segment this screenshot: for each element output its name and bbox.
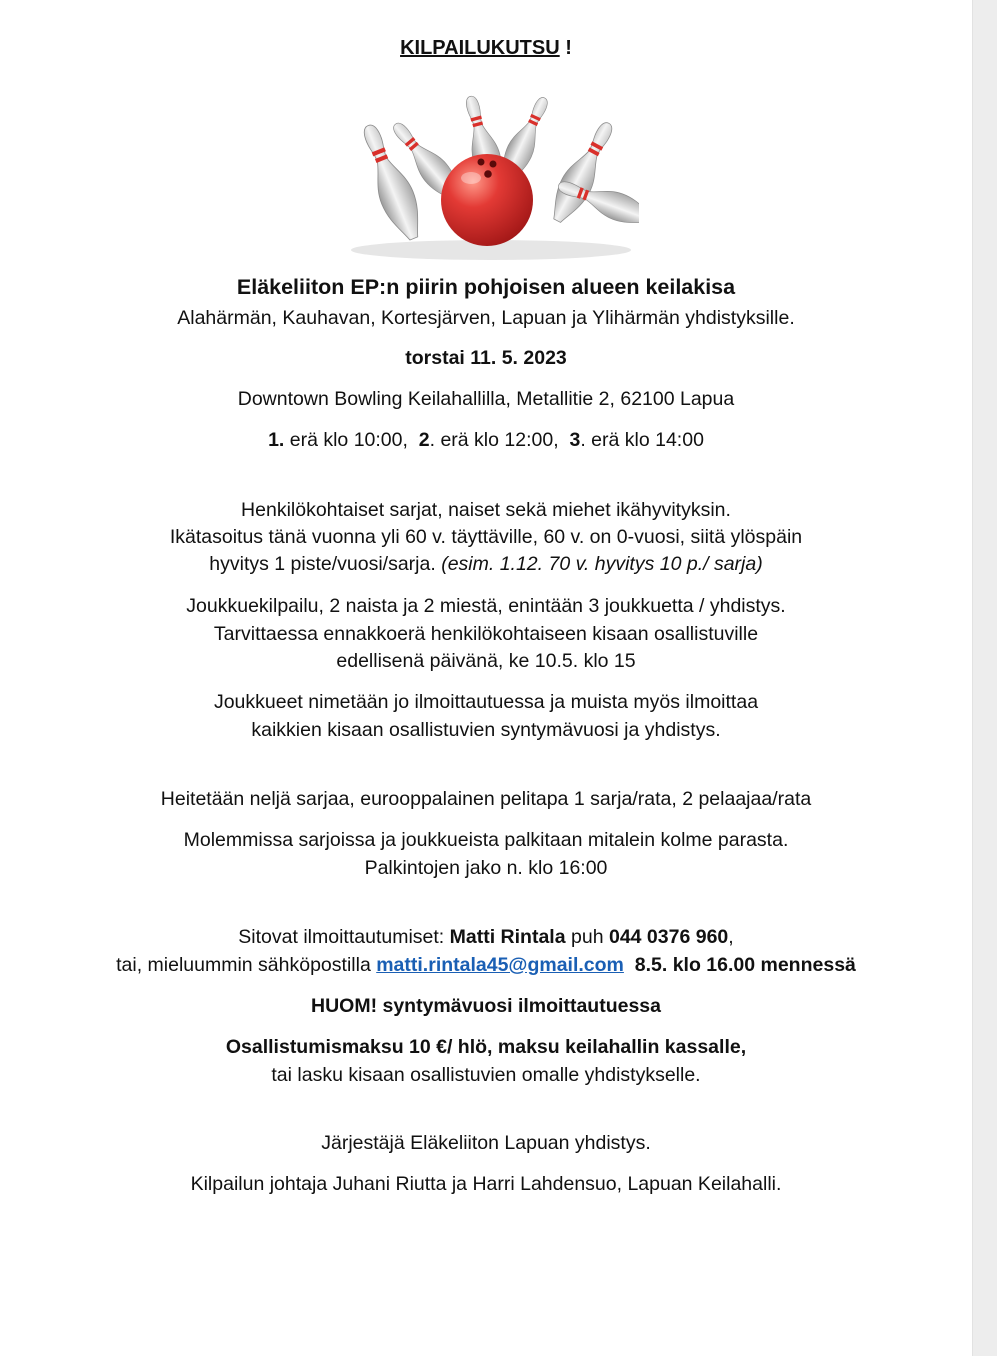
scrollbar-gutter[interactable] (972, 0, 997, 1356)
naming-line-1: Joukkueet nimetään jo ilmoittautuessa ja muista myös ilmoittaa (213, 691, 759, 713)
individual-line-2: Ikätasoitus tänä vuonna yli 60 v. täyttäville, 60 v. on 0-vuosi, siitä ylöspäin (169, 526, 803, 548)
awards-line-2: Palkintojen jako n. klo 16:00 (364, 857, 608, 879)
team-line-2: Tarvittaessa ennakkoerä henkilökohtaiseen kisaan osallistuville (213, 623, 759, 645)
email-link[interactable]: matti.rintala45@gmail.com (376, 954, 624, 976)
event-date: torstai 11. 5. 2023 (405, 347, 567, 369)
competition-leaders: Kilpailun johtaja Juhani Riutta ja Harri Lahdensuo, Lapuan Keilahalli. (190, 1173, 782, 1195)
event-venue: Downtown Bowling Keilahallilla, Metallitie 2, 62100 Lapua (237, 388, 735, 410)
bowling-pins-and-ball-image (343, 82, 639, 262)
fee-line-2: tai lasku kisaan osallistuvien omalle yhdistykselle. (271, 1064, 701, 1086)
note: HUOM! syntymävuosi ilmoittautuessa (311, 995, 661, 1017)
awards-line-1: Molemmissa sarjoissa ja joukkueista palkitaan mitalein kolme parasta. (183, 829, 789, 851)
event-heading: Eläkeliiton EP:n piirin pohjoisen alueen keilakisa (236, 275, 736, 299)
event-subheading: Alahärmän, Kauhavan, Kortesjärven, Lapuan ja Ylihärmän yhdistyksille. (177, 307, 795, 329)
game-format: Heitetään neljä sarjaa, eurooppalainen pelitapa 1 sarja/rata, 2 pelaajaa/rata (160, 788, 812, 810)
fee-line-1: Osallistumismaksu 10 €/ hlö, maksu keilahallin kassalle, (225, 1036, 747, 1058)
registration-line-2: tai, mieluummin sähköpostilla matti.rintala45@gmail.com 8.5. klo 16.00 mennessä (116, 954, 856, 976)
team-line-1: Joukkuekilpailu, 2 naista ja 2 miestä, enintään 3 joukkuetta / yhdistys. (186, 595, 786, 617)
organizer: Järjestäjä Eläkeliiton Lapuan yhdistys. (321, 1132, 651, 1154)
round-times: 1. erä klo 10:00, 2. erä klo 12:00, 3. erä klo 14:00 (268, 429, 704, 451)
invitation-title: KILPAILUKUTSU ! (400, 37, 572, 59)
individual-line-3: hyvitys 1 piste/vuosi/sarja. (esim. 1.12. 70 v. hyvitys 10 p./ sarja) (209, 553, 763, 575)
team-line-3: edellisenä päivänä, ke 10.5. klo 15 (336, 650, 636, 672)
individual-line-1: Henkilökohtaiset sarjat, naiset sekä miehet ikähyvityksin. (241, 499, 731, 521)
registration-line-1: Sitovat ilmoittautumiset: Matti Rintala puh 044 0376 960, (238, 926, 734, 948)
naming-line-2: kaikkien kisaan osallistuvien syntymävuosi ja yhdistys. (251, 719, 721, 741)
